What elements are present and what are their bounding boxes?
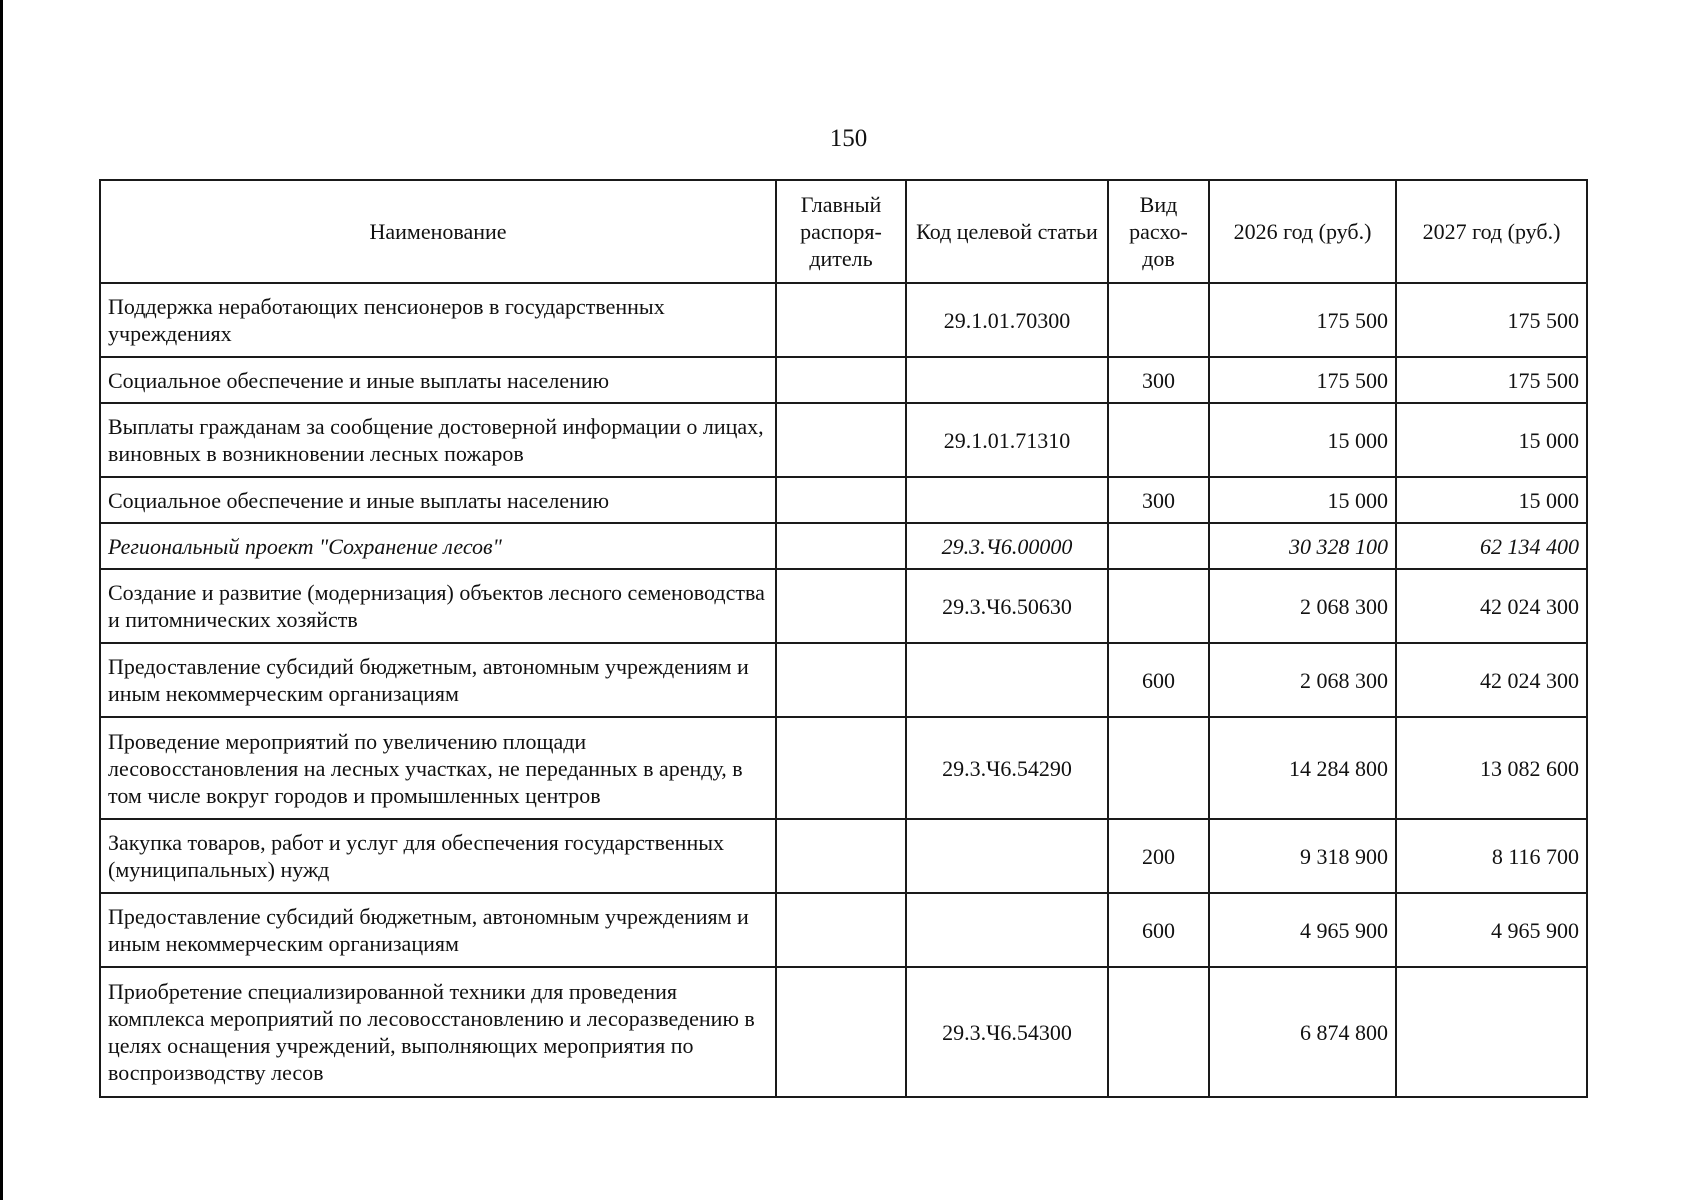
row-type: 300 [1108, 477, 1209, 523]
row-2027: 62 134 400 [1396, 523, 1587, 569]
budget-table [99, 179, 1588, 1098]
row-type [1108, 967, 1209, 1097]
row-2026: 2 068 300 [1209, 569, 1396, 643]
row-type [1108, 717, 1209, 819]
row-name: Региональный проект "Сохранение лесов" [100, 523, 776, 569]
row-manager [776, 357, 906, 403]
row-2026: 15 000 [1209, 477, 1396, 523]
header-manager: Главный распоря-дитель [776, 180, 906, 283]
table-row [100, 643, 1587, 717]
row-manager [776, 717, 906, 819]
header-name: Наименование [100, 180, 776, 283]
row-2027 [1396, 967, 1587, 1097]
table-row [100, 893, 1587, 967]
row-code [906, 893, 1108, 967]
row-name: Приобретение специализированной техники для проведения комплекса мероприятий по лесовосстановлению и лесоразведению в целях оснащения учреждений, выполняющих мероприятия по воспроизводству лесов [100, 967, 776, 1097]
row-type: 600 [1108, 643, 1209, 717]
row-type [1108, 283, 1209, 357]
row-code [906, 357, 1108, 403]
row-code: 29.3.Ч6.54300 [906, 967, 1108, 1097]
header-year-2027: 2027 год (руб.) [1396, 180, 1587, 283]
row-type [1108, 403, 1209, 477]
header-target-code: Код целевой статьи [906, 180, 1108, 283]
table-row [100, 717, 1587, 819]
row-2027: 42 024 300 [1396, 569, 1587, 643]
row-manager [776, 819, 906, 893]
row-manager [776, 477, 906, 523]
row-manager [776, 283, 906, 357]
table-row [100, 357, 1587, 403]
row-code [906, 643, 1108, 717]
row-2026: 6 874 800 [1209, 967, 1396, 1097]
page-number: 150 [829, 125, 868, 152]
row-type: 300 [1108, 357, 1209, 403]
row-manager [776, 569, 906, 643]
row-name: Социальное обеспечение и иные выплаты населению [100, 477, 776, 523]
table-row-section [100, 523, 1587, 569]
row-code: 29.1.01.71310 [906, 403, 1108, 477]
row-2027: 13 082 600 [1396, 717, 1587, 819]
scan-left-edge [0, 0, 3, 1200]
row-code: 29.3.Ч6.00000 [906, 523, 1108, 569]
row-code: 29.3.Ч6.54290 [906, 717, 1108, 819]
row-name: Создание и развитие (модернизация) объектов лесного семеноводства и питомнических хозяйств [100, 569, 776, 643]
row-2026: 175 500 [1209, 283, 1396, 357]
header-year-2026: 2026 год (руб.) [1209, 180, 1396, 283]
row-name: Предоставление субсидий бюджетным, автономным учреждениям и иным некоммерческим организациям [100, 893, 776, 967]
row-type [1108, 523, 1209, 569]
row-manager [776, 967, 906, 1097]
table-row [100, 403, 1587, 477]
row-2026: 2 068 300 [1209, 643, 1396, 717]
row-2027: 175 500 [1396, 357, 1587, 403]
row-2027: 4 965 900 [1396, 893, 1587, 967]
row-name: Социальное обеспечение и иные выплаты населению [100, 357, 776, 403]
row-manager [776, 523, 906, 569]
table-row [100, 819, 1587, 893]
row-2027: 15 000 [1396, 403, 1587, 477]
header-expense-type: Вид расхо-дов [1108, 180, 1209, 283]
row-name: Выплаты гражданам за сообщение достоверной информации о лицах, виновных в возникновении лесных пожаров [100, 403, 776, 477]
row-2026: 175 500 [1209, 357, 1396, 403]
row-type: 600 [1108, 893, 1209, 967]
row-2026: 14 284 800 [1209, 717, 1396, 819]
table-row [100, 477, 1587, 523]
row-manager [776, 893, 906, 967]
row-2026: 4 965 900 [1209, 893, 1396, 967]
row-name: Предоставление субсидий бюджетным, автономным учреждениям и иным некоммерческим организациям [100, 643, 776, 717]
row-type: 200 [1108, 819, 1209, 893]
row-2027: 175 500 [1396, 283, 1587, 357]
row-code: 29.1.01.70300 [906, 283, 1108, 357]
row-code [906, 819, 1108, 893]
row-manager [776, 643, 906, 717]
row-2027: 15 000 [1396, 477, 1587, 523]
row-name: Поддержка неработающих пенсионеров в государственных учреждениях [100, 283, 776, 357]
row-2027: 42 024 300 [1396, 643, 1587, 717]
row-code [906, 477, 1108, 523]
row-name: Закупка товаров, работ и услуг для обеспечения государственных (муниципальных) нужд [100, 819, 776, 893]
table-row [100, 967, 1587, 1097]
table-row [100, 569, 1587, 643]
row-manager [776, 403, 906, 477]
row-2026: 15 000 [1209, 403, 1396, 477]
table-row [100, 283, 1587, 357]
table-header-row [100, 180, 1587, 283]
row-2026: 9 318 900 [1209, 819, 1396, 893]
row-code: 29.3.Ч6.50630 [906, 569, 1108, 643]
row-name: Проведение мероприятий по увеличению площади лесовосстановления на лесных участках, не переданных в аренду, в том числе вокруг городов и промышленных центров [100, 717, 776, 819]
row-2026: 30 328 100 [1209, 523, 1396, 569]
row-type [1108, 569, 1209, 643]
row-2027: 8 116 700 [1396, 819, 1587, 893]
